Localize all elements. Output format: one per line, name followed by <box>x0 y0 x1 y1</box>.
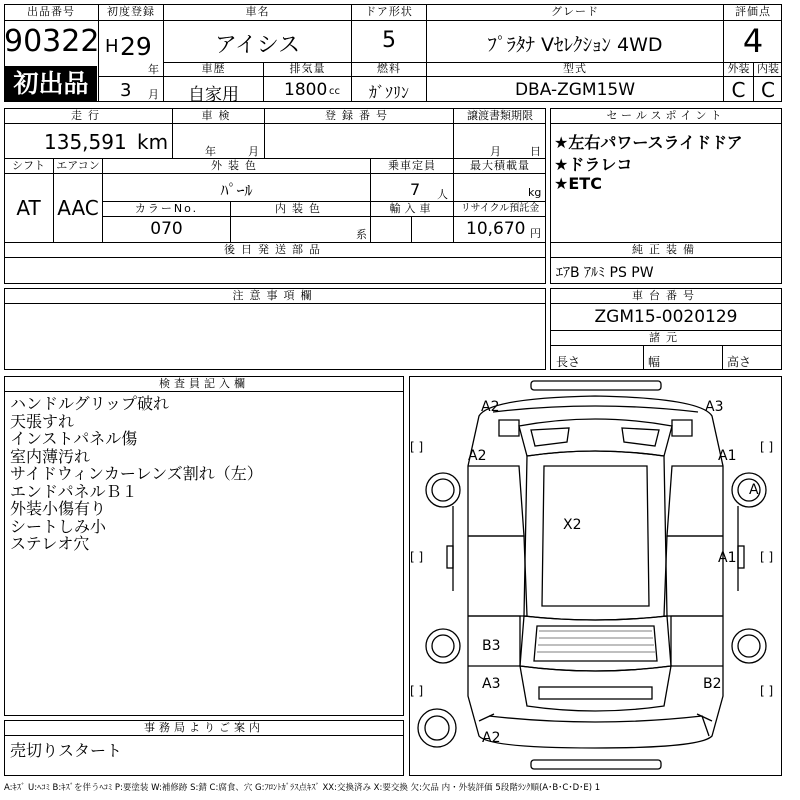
ext-label: 外装 <box>727 62 750 75</box>
sales-point-3: ★ETC <box>554 174 602 193</box>
model-code: DBA-ZGM15W <box>514 80 636 100</box>
import-label: 輸入車 <box>389 202 435 215</box>
spec-length: 長さ <box>556 355 581 369</box>
genuine-equipment: ｴｱB ｱﾙﾐ PS PW <box>556 265 654 281</box>
body-outline <box>468 396 723 748</box>
inspection-year-unit: 年 <box>205 145 216 158</box>
inspection-label: 車検 <box>201 109 236 122</box>
damage-roof: X2 <box>563 517 582 533</box>
damage-front-right: A3 <box>705 399 724 415</box>
spec-height: 高さ <box>727 355 752 369</box>
displacement-label: 排気量 <box>289 62 326 75</box>
grade: ﾌﾟﾗﾀﾅ Vｾﾚｸｼｮﾝ 4WD <box>487 34 663 56</box>
first-reg-label: 初度登録 <box>107 5 155 18</box>
reg-month-unit: 月 <box>148 88 159 101</box>
bracket-mark: [ ] <box>410 684 424 698</box>
rear-plate-shape <box>539 687 652 699</box>
chassis-label: 車台番号 <box>632 289 700 302</box>
sales-point-1: ★左右パワースライドドア <box>554 133 743 152</box>
later-parts-label: 後日発送部品 <box>224 243 326 256</box>
specs-label: 諸元 <box>649 331 683 344</box>
reg-year: 29 <box>120 32 152 61</box>
damage-rear-wheel-left: B3 <box>482 638 501 654</box>
shift-label: シフト <box>12 159 45 172</box>
roof-shape <box>524 451 667 620</box>
interior-color-label: 内装色 <box>275 202 326 215</box>
exterior-color-label: 外装色 <box>211 159 262 172</box>
car-name: アイシス <box>214 33 301 58</box>
reg-year-unit: 年 <box>148 63 159 76</box>
rear-left-wheel <box>426 629 460 663</box>
damage-rear-right: B2 <box>703 676 722 692</box>
bracket-mark: [ ] <box>760 440 774 454</box>
shift-value: AT <box>16 196 41 220</box>
inspector-note: インストパネル傷 <box>10 429 138 448</box>
front-bumper-shape <box>531 381 661 390</box>
damage-rear-bumper: A2 <box>482 730 501 746</box>
mileage-value: 135,591 <box>44 130 127 154</box>
damage-door-right: A1 <box>718 550 737 566</box>
inspector-note: サイドウィンカーレンズ割れ（左） <box>10 464 263 483</box>
exterior-color: ﾊﾟｰﾙ <box>220 181 253 200</box>
office-label: 事務局よりご案内 <box>144 721 264 734</box>
mileage-label: 走行 <box>71 109 105 122</box>
notes-label: 注意事項欄 <box>232 289 318 302</box>
inspector-note: シートしみ小 <box>10 516 107 536</box>
recycle-fee: 10,670 <box>466 219 526 239</box>
transfer-month-unit: 月 <box>490 145 501 158</box>
car-history: 自家用 <box>188 85 239 105</box>
lot-no-label: 出品番号 <box>27 5 75 18</box>
mileage-unit: km <box>137 130 169 154</box>
spare-wheel <box>418 709 456 747</box>
recycle-unit: 円 <box>530 227 541 240</box>
genuine-equipment-label: 純正装備 <box>632 243 700 256</box>
score-label: 評価点 <box>735 5 771 18</box>
door-count: 5 <box>382 28 396 53</box>
damage-fender-right: A1 <box>718 448 737 464</box>
hood-front-line <box>493 406 698 412</box>
bracket-mark: [ ] <box>410 440 424 454</box>
inspector-note: 天張すれ <box>10 411 75 431</box>
reg-month: 3 <box>120 80 132 101</box>
load-unit: kg <box>528 186 542 199</box>
lot-number: 90322 <box>4 24 100 59</box>
transfer-day-unit: 日 <box>530 145 541 158</box>
displacement-unit: cc <box>329 86 340 97</box>
inspector-note: エンドパネルＢ１ <box>10 481 138 501</box>
ac-label: エアコン <box>56 159 100 172</box>
inspection-month-unit: 月 <box>248 145 259 158</box>
damage-front-left: A2 <box>481 399 500 415</box>
inspector-note: ステレオ穴 <box>10 534 90 553</box>
chassis-number: ZGM15-0020129 <box>594 307 738 327</box>
reg-no-label: 登録番号 <box>325 109 393 122</box>
inspector-note: 外装小傷有り <box>10 499 107 518</box>
fuel-label: 燃料 <box>377 62 401 75</box>
sales-point-2: ★ドラレコ <box>554 155 633 174</box>
bracket-mark: [ ] <box>760 684 774 698</box>
bracket-mark: [ ] <box>760 550 774 564</box>
rear-bumper-shape <box>531 760 661 769</box>
history-label: 車歴 <box>201 62 226 75</box>
capacity-label: 乗車定員 <box>388 159 436 172</box>
office-note: 売切りスタート <box>10 741 123 760</box>
transfer-label: 譲渡書類期限 <box>467 109 533 122</box>
damage-rear-left: A3 <box>482 676 501 692</box>
grade-label: グレード <box>551 5 599 18</box>
inspector-note: 室内薄汚れ <box>10 446 91 466</box>
reg-era: H <box>105 36 119 57</box>
car-diagram <box>409 376 782 776</box>
door-label: ドア形状 <box>365 5 413 18</box>
ac-value: AAC <box>57 196 99 220</box>
rear-right-wheel <box>732 629 766 663</box>
int-label: 内装 <box>757 62 779 75</box>
fuel-type: ｶﾞｿﾘﾝ <box>368 83 409 102</box>
first-listing-badge: 初出品 <box>5 66 97 101</box>
recycle-label: リサイクル預託金 <box>460 203 540 214</box>
interior-color-unit: 系 <box>356 228 367 241</box>
legend: A:ｷｽﾞ U:ﾍｺﾐ B:ｷｽﾞを伴うﾍｺﾐ P:要塗装 W:補修跡 S:錆 C:腐食、穴 G:ﾌﾛﾝﾄｶﾞﾗｽ点ｷｽﾞ XX:交換済み X:要交換 欠:欠品 内・外装評価 5段階ﾗﾝｸ順(A･B･C･D･E) 1 <box>4 783 601 793</box>
displacement-value: 1800 <box>284 80 328 100</box>
score: 4 <box>742 22 764 60</box>
sales-point-label: セールスポイント <box>606 109 726 122</box>
car-name-label: 車名 <box>245 5 270 18</box>
color-no: 070 <box>150 219 183 239</box>
capacity-unit: 人 <box>437 188 448 201</box>
rear-window-shape <box>520 616 671 671</box>
capacity-value: 7 <box>410 180 421 199</box>
spec-width: 幅 <box>648 355 661 369</box>
inspector-label: 検査員記入欄 <box>159 377 249 390</box>
inspector-note: ハンドルグリップ破れ <box>10 394 170 413</box>
front-left-wheel <box>426 473 460 507</box>
bracket-mark: [ ] <box>410 550 424 564</box>
color-no-label: カラーNo. <box>134 202 199 215</box>
int-grade: C <box>761 78 775 102</box>
ext-grade: C <box>731 78 746 102</box>
damage-fender-left: A2 <box>468 448 487 464</box>
inspector-notes-list <box>10 395 263 553</box>
damage-wheel-right: A <box>749 482 759 498</box>
model-label: 型式 <box>563 62 587 75</box>
max-load-label: 最大積載量 <box>470 159 530 172</box>
